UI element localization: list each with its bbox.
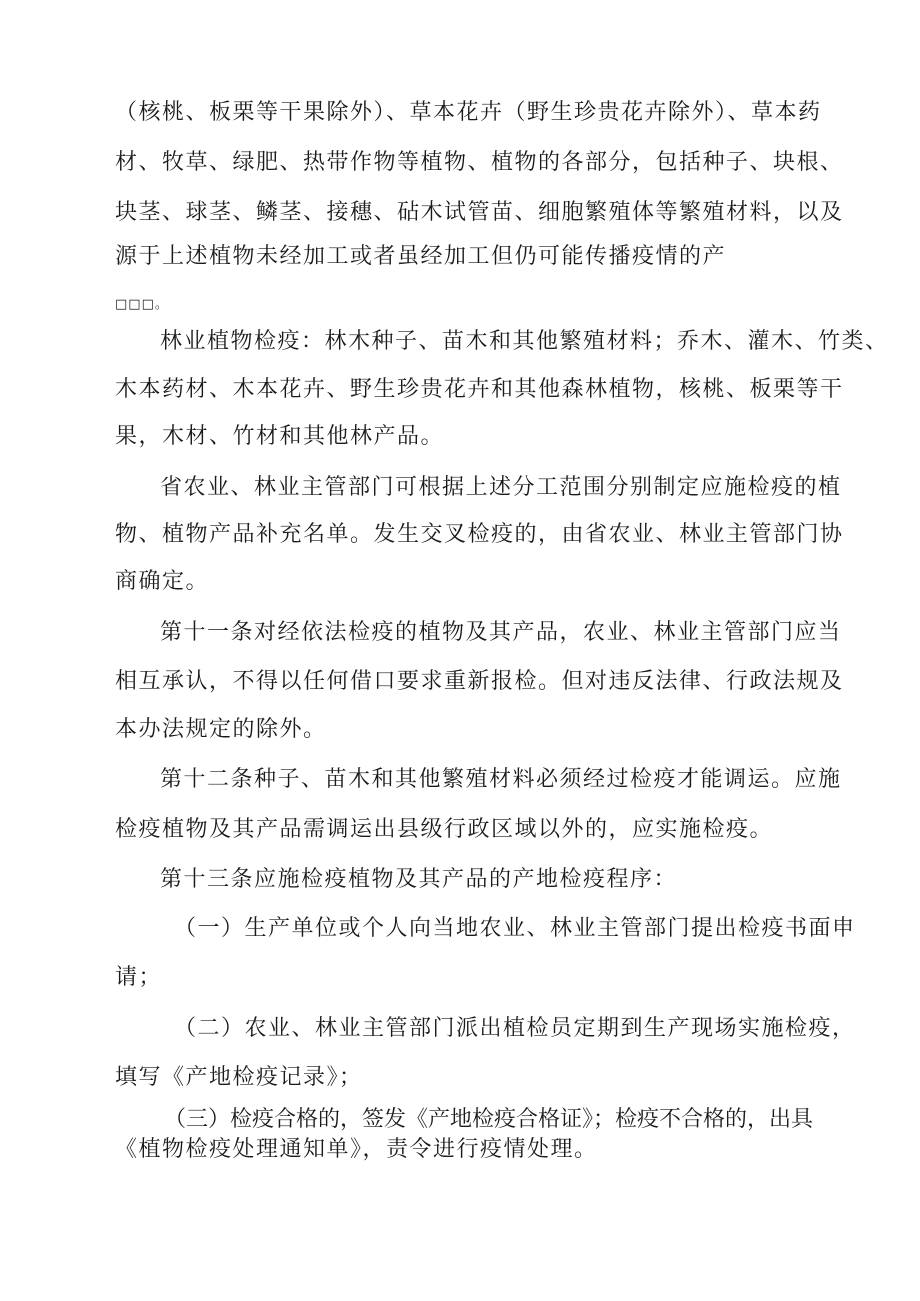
text-line: 商确定。 [115,569,210,594]
text-line: 请； [115,965,163,990]
text-line: 木本药材、木本花卉、野生珍贵花卉和其他森林植物，核桃、板栗等干 [115,377,844,402]
text-line: 第十一条对经依法检疫的植物及其产品，农业、林业主管部门应当 [160,620,842,645]
text-line: （二）农业、林业主管部门派出植检员定期到生产现场实施检疫， [174,1016,856,1041]
text-line: 《植物检疫处理通知单》，责令进行疫情处理。 [115,1137,598,1162]
text-line: 块茎、球茎、鳞茎、接穗、砧木试管苗、细胞繁殖体等繁殖材料，以及 [115,200,844,225]
text-line: 相互承认，不得以任何借口要求重新报检。但对违反法律、行政法规及 [115,669,844,694]
text-line: 物、植物产品补充名单。发生交叉检疫的，由省农业、林业主管部门协 [115,522,844,547]
text-line: 省农业、林业主管部门可根据上述分工范围分别制定应施检疫的植 [160,475,842,500]
text-line: 第十三条应施检疫植物及其产品的产地检疫程序： [160,867,678,892]
text-line: □□□。 [115,297,169,312]
text-line: 材、牧草、绿肥、热带作物等植物、植物的各部分，包括种子、块根、 [115,150,844,175]
text-line: 检疫植物及其产品需调运出县级行政区域以外的，应实施检疫。 [115,817,774,842]
text-line: 第十二条种子、苗木和其他繁殖材料必须经过检疫才能调运。应施 [160,767,842,792]
text-line: 填写《产地检疫记录》； [115,1065,363,1090]
text-line: （三）检疫合格的，签发《产地检疫合格证》；检疫不合格的，出具 [164,1107,814,1132]
text-line: （一）生产单位或个人向当地农业、林业主管部门提出检疫书面申 [174,916,856,941]
text-line: 林业植物检疫：林木种子、苗木和其他繁殖材料；乔木、灌木、竹类、 [160,329,889,354]
text-line: 本办法规定的除外。 [115,717,327,742]
text-line: （核桃、板栗等干果除外）、草本花卉（野生珍贵花卉除外）、草本药 [115,100,822,125]
text-line: 果，木材、竹材和其他林产品。 [115,424,445,449]
text-line: 源于上述植物未经加工或者虽经加工但仍可能传播疫情的产 [115,244,727,269]
